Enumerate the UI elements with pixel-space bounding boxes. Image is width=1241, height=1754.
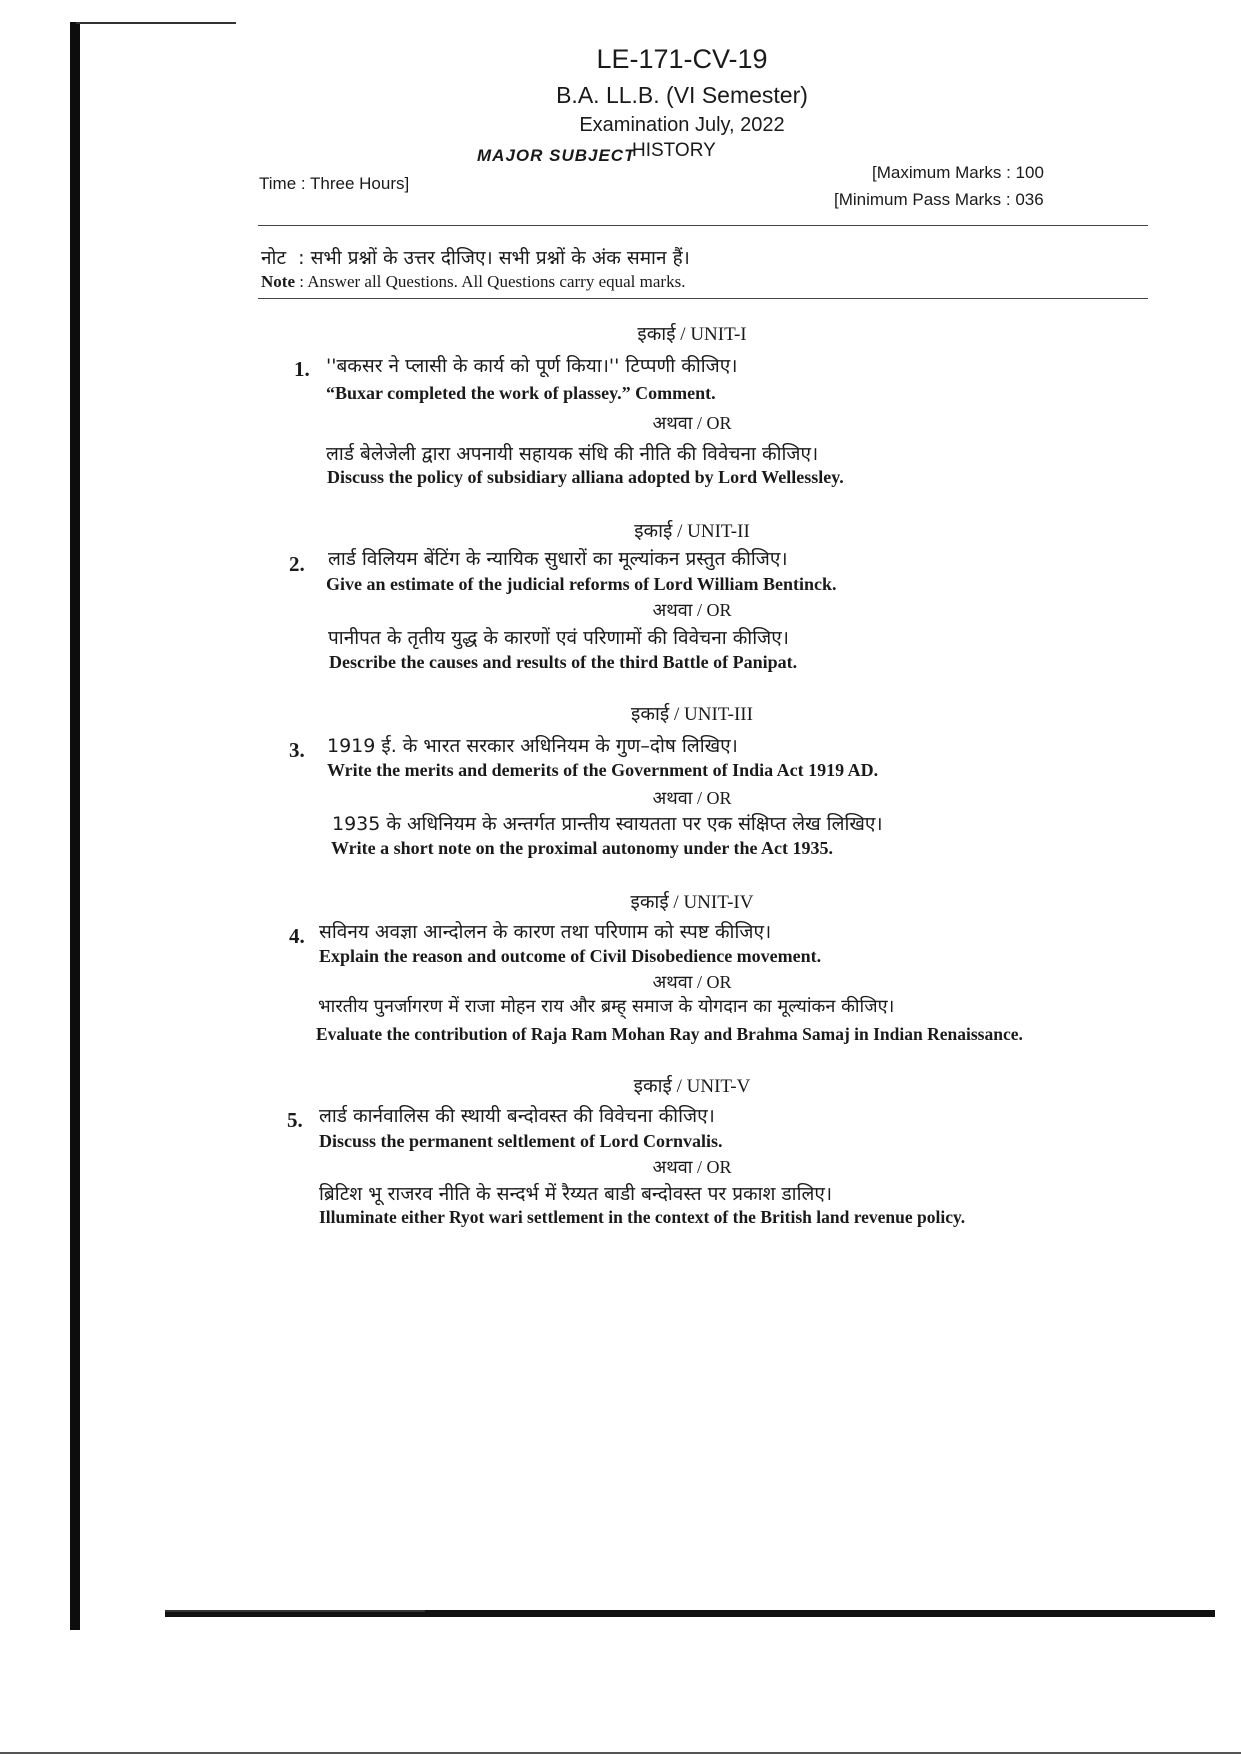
alternate-question-english: Describe the causes and results of the third Battle of Panipat. — [329, 652, 798, 672]
alternate-question-english: Evaluate the contribution of Raja Ram Mohan Ray and Brahma Samaj in Indian Renaissance. — [316, 1024, 1023, 1044]
unit-heading: इकाई / UNIT-II — [634, 521, 750, 542]
paper-code: LE-171-CV-19 — [596, 44, 768, 74]
alternate-question-hindi: ब्रिटिश भू राजरव नीति के सन्दर्भ में रैय्यत बाडी बन्दोवस्त पर प्रकाश डालिए। — [319, 1183, 833, 1205]
major-subject-handwritten: MAJOR SUBJECT — [477, 146, 636, 165]
unit-heading: इकाई / UNIT-IV — [630, 892, 754, 913]
or-separator: अथवा / OR — [652, 1157, 732, 1177]
question-number: 4. — [289, 924, 305, 948]
question-hindi: ''बकसर ने प्लासी के कार्य को पूर्ण किया।'' टिप्पणी कीजिए। — [326, 355, 738, 377]
alternate-question-hindi: 1935 के अधिनियम के अन्तर्गत प्रान्तीय स्वायतता पर एक संक्षिप्त लेख लिखिए। — [332, 813, 883, 835]
alternate-question-hindi: पानीपत के तृतीय युद्ध के कारणों एवं परिणामों की विवेचना कीजिए। — [328, 627, 789, 649]
unit-heading: इकाई / UNIT-V — [633, 1076, 751, 1097]
header-rule — [258, 225, 1148, 226]
alternate-question-english: Illuminate either Ryot wari settlement in the context of the British land revenue policy. — [319, 1207, 966, 1227]
note-rule — [258, 298, 1148, 299]
question-number: 2. — [289, 552, 305, 576]
note-hindi-text: : सभी प्रश्नों के उत्तर दीजिए। सभी प्रश्नों के अंक समान हैं। — [298, 247, 690, 269]
question-english: Discuss the permanent seltlement of Lord Cornvalis. — [319, 1131, 723, 1151]
question-number: 3. — [289, 738, 305, 762]
question-hindi: 1919 ई. के भारत सरकार अधिनियम के गुण–दोष लिखिए। — [327, 735, 738, 757]
question-number: 5. — [287, 1108, 303, 1132]
alternate-question-english: Discuss the policy of subsidiary alliana adopted by Lord Wellessley. — [327, 467, 844, 487]
or-separator: अथवा / OR — [652, 413, 732, 433]
maximum-marks: [Maximum Marks : 100 — [872, 163, 1044, 182]
note-hindi-label: नोट — [261, 247, 287, 269]
alternate-question-hindi: लार्ड बेलेजेली द्वारा अपनायी सहायक संधि की नीति की विवेचना कीजिए। — [326, 443, 819, 465]
question-english: Explain the reason and outcome of Civil Disobedience movement. — [319, 946, 822, 966]
question-number: 1. — [294, 357, 310, 381]
alternate-question-hindi: भारतीय पुनर्जागरण में राजा मोहन राय और ब्रम्ह् समाज के योगदान का मूल्यांकन कीजिए। — [318, 996, 895, 1017]
alternate-question-english: Write a short note on the proximal autonomy under the Act 1935. — [331, 838, 833, 858]
note-english — [261, 272, 685, 292]
question-hindi: लार्ड कार्नवालिस की स्थायी बन्दोवस्त की विवेचना कीजिए। — [319, 1105, 715, 1127]
exam-time: Time : Three Hours] — [259, 174, 410, 193]
top-left-stub-line — [76, 22, 236, 24]
minimum-pass-marks: [Minimum Pass Marks : 036 — [834, 190, 1044, 209]
note-hindi — [261, 244, 690, 270]
note-english-text: : Answer all Questions. All Questions carry equal marks. — [299, 272, 686, 291]
unit-heading: इकाई / UNIT-III — [631, 704, 753, 725]
course-title: B.A. LL.B. (VI Semester) — [556, 82, 808, 108]
note-english-label: Note — [261, 272, 295, 291]
question-english: “Buxar completed the work of plassey.” Comment. — [326, 383, 716, 403]
or-separator: अथवा / OR — [652, 600, 732, 620]
left-margin-border — [70, 22, 80, 1630]
exam-session: Examination July, 2022 — [579, 114, 785, 136]
or-separator: अथवा / OR — [652, 972, 732, 992]
or-separator: अथवा / OR — [652, 788, 732, 808]
question-hindi: सविनय अवज्ञा आन्दोलन के कारण तथा परिणाम को स्पष्ट कीजिए। — [319, 921, 772, 943]
question-english: Write the merits and demerits of the Government of India Act 1919 AD. — [327, 760, 879, 780]
subject-name: HISTORY — [632, 140, 716, 161]
unit-heading: इकाई / UNIT-I — [637, 324, 747, 345]
question-hindi: लार्ड विलियम बेंटिंग के न्यायिक सुधारों का मूल्यांकन प्रस्तुत कीजिए। — [328, 548, 788, 570]
question-english: Give an estimate of the judicial reforms of Lord William Bentinck. — [326, 574, 837, 594]
bottom-rule-thin — [165, 1610, 425, 1612]
